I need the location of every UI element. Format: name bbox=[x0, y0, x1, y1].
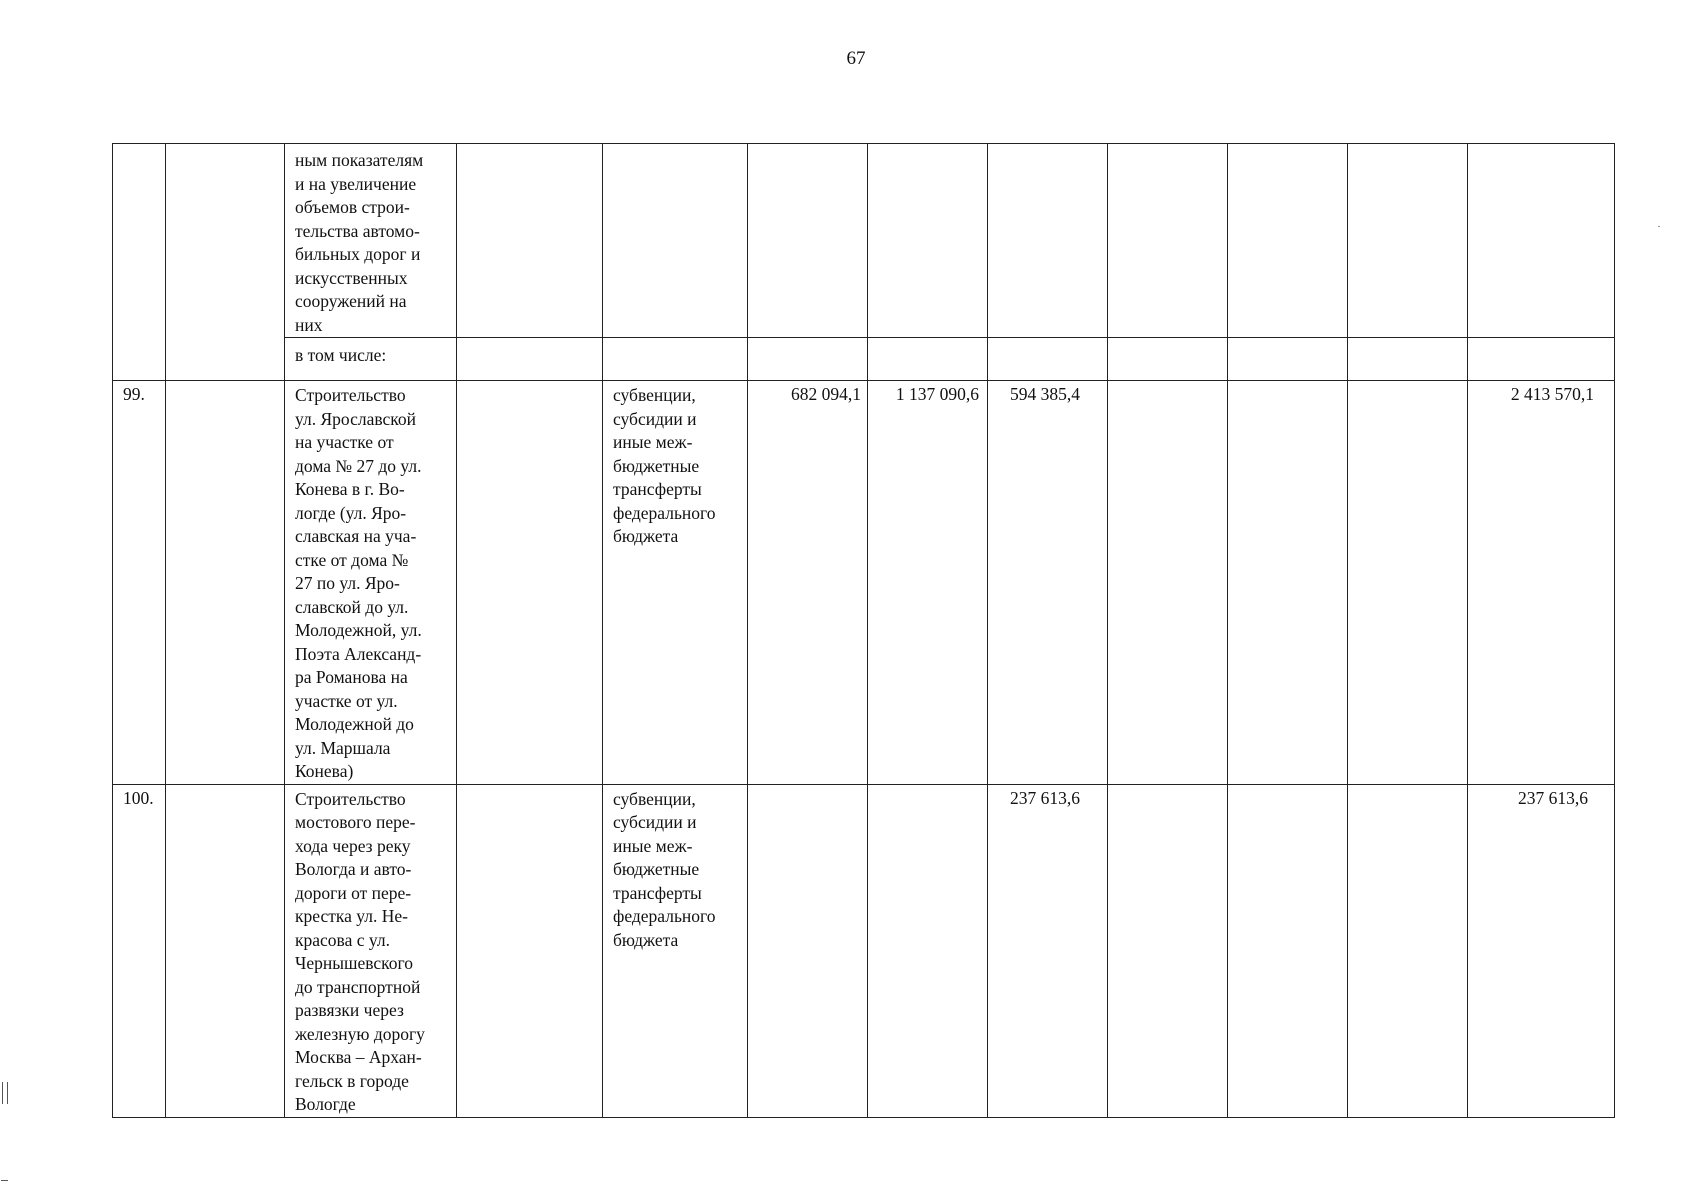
scan-speck bbox=[1658, 226, 1660, 227]
cell-value-y3: 237 613,6 bbox=[988, 784, 1108, 1117]
table-row bbox=[113, 381, 1615, 785]
cell-value-y2 bbox=[868, 784, 988, 1117]
cell-index: 99. bbox=[113, 381, 166, 785]
cell bbox=[868, 144, 988, 338]
cell-value-y2: 1 137 090,6 bbox=[868, 381, 988, 785]
cell bbox=[1228, 381, 1348, 785]
cell bbox=[457, 381, 603, 785]
cell-description-continuation: ным показателям и на увеличение объемов строи- тельства автомо- бильных дорог и искусственных сооружений на них bbox=[285, 144, 457, 338]
cell bbox=[1108, 338, 1228, 381]
cell-code bbox=[166, 144, 285, 381]
cell-value-total: 2 413 570,1 bbox=[1468, 381, 1615, 785]
cell bbox=[1108, 784, 1228, 1117]
cell-description: Строительство мостового пере- хода через реку Вологда и авто- дороги от пере- крестка ул. Не- красова с ул. Чернышевского до транспортной развязки через железную дорогу Москва – Архан- гельск в городе Вологде bbox=[285, 784, 457, 1117]
budget-table bbox=[112, 143, 1615, 1118]
cell-code bbox=[166, 381, 285, 785]
cell bbox=[603, 144, 748, 338]
cell bbox=[748, 144, 868, 338]
cell bbox=[1228, 784, 1348, 1117]
cell bbox=[1228, 338, 1348, 381]
table-row-including bbox=[113, 338, 1615, 381]
cell bbox=[1108, 144, 1228, 338]
cell bbox=[1108, 381, 1228, 785]
scan-edge-mark bbox=[1, 1180, 8, 1181]
cell bbox=[1348, 784, 1468, 1117]
cell bbox=[1468, 338, 1615, 381]
cell-value-total: 237 613,6 bbox=[1468, 784, 1615, 1117]
table-row bbox=[113, 784, 1615, 1117]
cell bbox=[1348, 144, 1468, 338]
cell bbox=[988, 338, 1108, 381]
cell bbox=[457, 338, 603, 381]
cell-including-label: в том числе: bbox=[285, 338, 457, 381]
cell bbox=[1468, 144, 1615, 338]
cell-funding-source: субвенции, субсидии и иные меж- бюджетные трансферты федерального бюджета bbox=[603, 784, 748, 1117]
page-number: 67 bbox=[846, 48, 866, 69]
cell-index bbox=[113, 144, 166, 381]
cell-value-y1 bbox=[748, 784, 868, 1117]
cell-funding-source: субвенции, субсидии и иные меж- бюджетные трансферты федерального бюджета bbox=[603, 381, 748, 785]
cell bbox=[457, 144, 603, 338]
cell bbox=[603, 338, 748, 381]
cell-index: 100. bbox=[113, 784, 166, 1117]
cell bbox=[1348, 338, 1468, 381]
cell bbox=[988, 144, 1108, 338]
cell-value-y3: 594 385,4 bbox=[988, 381, 1108, 785]
table-row-continuation bbox=[113, 144, 1615, 338]
scan-edge-mark bbox=[2, 1082, 8, 1104]
cell bbox=[1348, 381, 1468, 785]
cell bbox=[868, 338, 988, 381]
cell bbox=[1228, 144, 1348, 338]
cell-description: Строительство ул. Ярославской на участке от дома № 27 до ул. Конева в г. Во- логде (ул. Яро- славская на уча- стке от дома № 27 по ул. Яро- славской до ул. Молодежной, ул. Поэта Александ- ра Романова на участке от ул. Молодежной до ул. Маршала Конева) bbox=[285, 381, 457, 785]
cell bbox=[457, 784, 603, 1117]
cell-code bbox=[166, 784, 285, 1117]
cell-value-y1: 682 094,1 bbox=[748, 381, 868, 785]
cell bbox=[748, 338, 868, 381]
